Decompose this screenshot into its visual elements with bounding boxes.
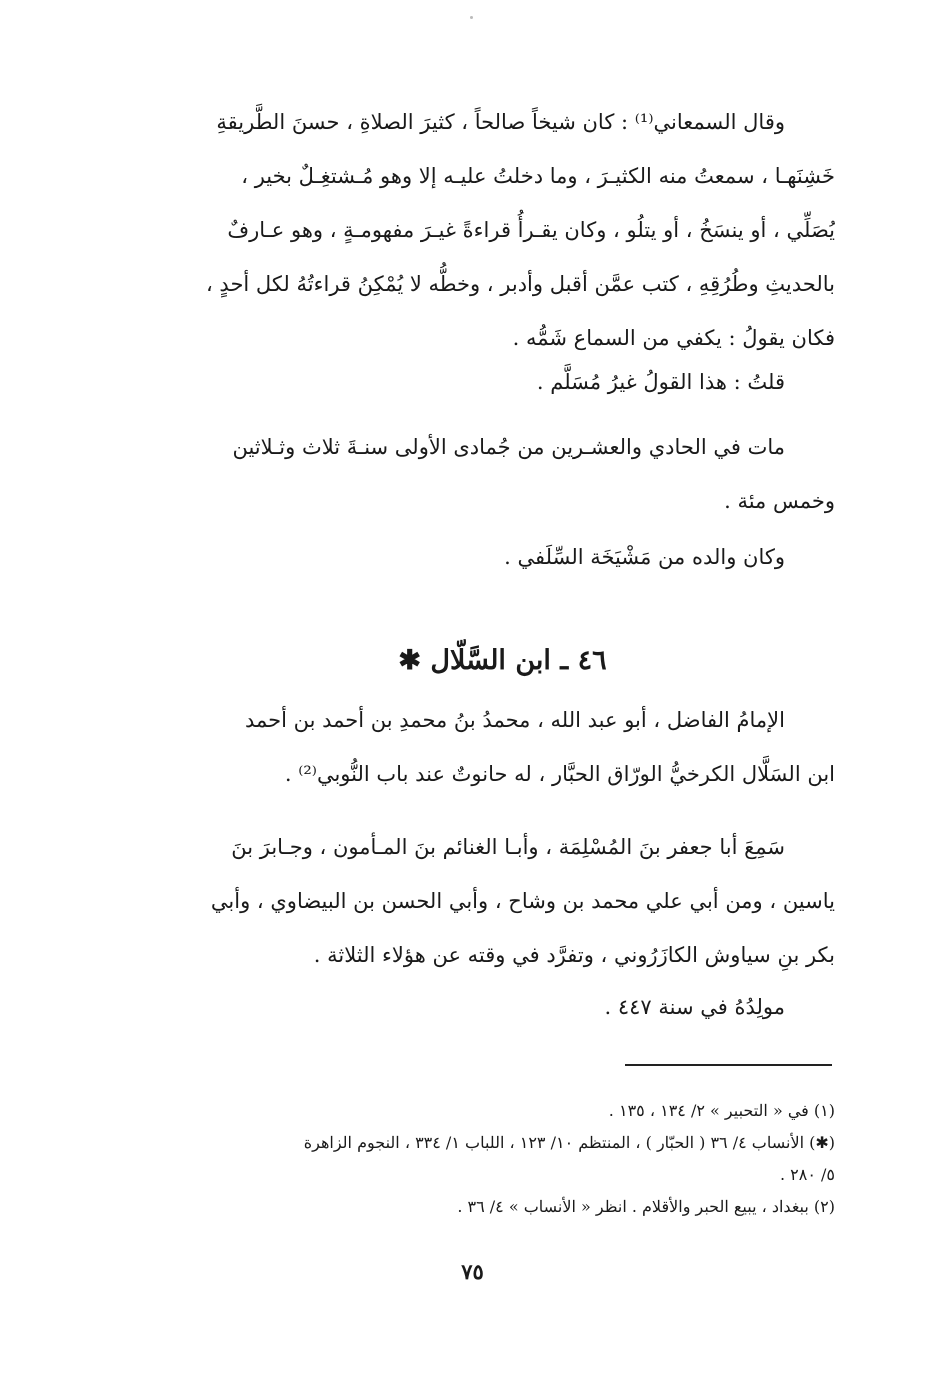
text-line: سَمِعَ أبا جعفر بنَ المُسْلِمَة ، وأبـا الغنائم بنَ المـأمون ، وجـابرَ بنَ: [231, 835, 785, 859]
text-line: ياسين ، ومن أبي علي محمد بن وشاح ، وأبي الحسن بن البيضاوي ، وأبي: [210, 889, 835, 913]
text-line: مات في الحادي والعشـرين من جُمادى الأولى سنـةَ ثلاث وثـلاثين: [232, 435, 785, 459]
text-line: قلتُ : هذا القولُ غيرُ مُسَلَّم .: [536, 370, 785, 394]
text-line: وقال السمعاني⁽¹⁾ : كان شيخاً صالحاً ، كثيرَ الصلاةِ ، حسنَ الطَّريقةِ: [216, 110, 785, 134]
scan-speck: [470, 16, 473, 19]
text-line: وخمس مئة .: [724, 489, 835, 513]
page-number: ٧٥: [461, 1259, 484, 1284]
text-line: الإمامُ الفاضل ، أبو عبد الله ، محمدُ بنُ محمدِ بن أحمد بن أحمد: [244, 708, 785, 732]
footnote-separator: [625, 1064, 832, 1066]
footnote-2: (٢) ببغداد ، يبيع الحبر والأقلام . انظر « الأنساب » ٤/ ٣٦ .: [457, 1197, 835, 1216]
footnotes: [170, 1095, 835, 1223]
footnote-star-continued: ٥/ ٢٨٠ .: [779, 1165, 835, 1184]
text-line: مولِدُهُ في سنة ٤٤٧ .: [604, 995, 785, 1019]
paragraph-samani-quote: [170, 95, 835, 365]
entry-heading: ٤٦ ـ ابن السَّلّال ✱: [398, 645, 607, 676]
text-line: يُصَلِّي ، أو ينسَخُ ، أو يتلُو ، وكان يقـرأُ قراءةً غيـرَ مفهومـةٍ ، وهو عـارفٌ: [227, 218, 835, 242]
paragraph-author-note: [170, 355, 835, 409]
text-line: وكان والده من مَشْيَخَة السِّلَفي .: [504, 545, 785, 569]
paragraph-death-date: [170, 420, 835, 528]
footnote-1: (١) في « التحبير » ٢/ ١٣٤ ، ١٣٥ .: [608, 1101, 835, 1120]
text-line: خَشِنَهـا ، سمعتُ منه الكثيـرَ ، وما دخلتُ عليـه إلا وهو مُـشتغِـلٌ بخير ،: [241, 164, 835, 188]
paragraph-birth-year: [170, 980, 835, 1034]
text-line: ابن السَلَّال الكرخيُّ الورّاق الحبَّار ، له حانوتٌ عند باب النُّوبي⁽²⁾ .: [284, 762, 835, 786]
paragraph-entry-name: [170, 693, 835, 801]
text-line: بالحديثِ وطُرُقِهِ ، كتب عمَّن أقبل وأدبر ، وخطُّه لا يُمْكِنُ قراءتُهُ لكل أحدٍ ،: [205, 272, 835, 296]
paragraph-teachers: [170, 820, 835, 982]
paragraph-father-note: [170, 530, 835, 584]
footnote-star: (✱) الأنساب ٤/ ٣٦ ( الحبّار ) ، المنتظم ١٠/ ١٢٣ ، اللباب ١/ ٣٣٤ ، النجوم الزاهرة: [303, 1133, 835, 1152]
text-line: بكر بنِ سياوش الكازَرُوني ، وتفرَّد في وقته عن هؤلاء الثلاثة .: [313, 943, 835, 967]
text-line: فكان يقولُ : يكفي من السماع شَمُّه .: [512, 326, 835, 350]
